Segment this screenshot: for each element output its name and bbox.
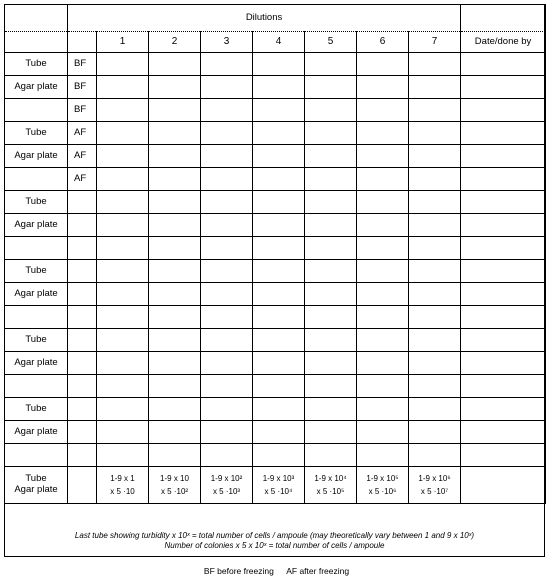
dilution-entry-cell[interactable] [149, 283, 201, 306]
dilution-entry-cell[interactable] [97, 99, 149, 122]
formula-turbidity: 1-9 x 10² [210, 474, 243, 484]
date-done-by-cell[interactable] [461, 53, 546, 76]
formula-colonies: x 5 ·10² [160, 486, 189, 496]
dilution-entry-cell[interactable] [149, 214, 201, 237]
legend-bf: BF before freezing [203, 566, 274, 576]
dilution-entry-cell[interactable] [357, 122, 409, 145]
dilution-entry-cell[interactable] [253, 76, 305, 99]
row-code [68, 283, 97, 306]
formula-colonies: x 5 ·10⁶ [368, 486, 397, 496]
final-row-code [68, 467, 97, 504]
dilution-entry-cell[interactable] [409, 122, 461, 145]
dilution-entry-cell[interactable] [201, 168, 253, 191]
row-label: Tube [5, 191, 68, 214]
legend-af: AF after freezing [286, 566, 350, 576]
dilution-entry-cell[interactable] [97, 283, 149, 306]
final-row [5, 467, 546, 504]
dilution-table [4, 4, 546, 504]
dilution-entry-cell[interactable] [409, 444, 461, 467]
row-code [68, 237, 97, 260]
dilution-entry-cell[interactable] [149, 260, 201, 283]
dilution-entry-cell[interactable] [305, 444, 357, 467]
table-row [5, 306, 546, 329]
dilution-entry-cell[interactable] [149, 329, 201, 352]
dilution-entry-cell[interactable] [97, 145, 149, 168]
dilution-formula-cell [97, 467, 149, 504]
date-done-by-cell[interactable] [461, 214, 546, 237]
dilution-entry-cell[interactable] [97, 375, 149, 398]
dilution-entry-cell[interactable] [149, 122, 201, 145]
table-row [5, 53, 546, 76]
dilution-entry-cell[interactable] [201, 329, 253, 352]
dilution-entry-cell[interactable] [409, 283, 461, 306]
dilution-entry-cell[interactable] [97, 398, 149, 421]
row-label: Tube [5, 122, 68, 145]
dilution-entry-cell[interactable] [97, 191, 149, 214]
date-done-by-header: Date/done by [461, 32, 546, 53]
date-done-by-cell[interactable] [461, 398, 546, 421]
date-done-by-cell[interactable] [461, 168, 546, 191]
dilution-entry-cell[interactable] [409, 53, 461, 76]
row-label: Agar plate [5, 283, 68, 306]
row-code: BF [68, 99, 97, 122]
final-label-tube: Tube [25, 473, 47, 485]
row-code: AF [68, 168, 97, 191]
dilution-entry-cell[interactable] [201, 306, 253, 329]
dilution-entry-cell[interactable] [201, 260, 253, 283]
dilution-entry-cell[interactable] [357, 191, 409, 214]
row-label [5, 237, 68, 260]
dilution-entry-cell[interactable] [357, 76, 409, 99]
table-row [5, 444, 546, 467]
dilution-entry-cell[interactable] [357, 283, 409, 306]
date-done-by-cell[interactable] [461, 375, 546, 398]
row-label [5, 375, 68, 398]
dilution-entry-cell[interactable] [201, 99, 253, 122]
formula-colonies: x 5 ·10 [110, 486, 135, 496]
dilution-entry-cell[interactable] [201, 122, 253, 145]
date-done-by-cell[interactable] [461, 421, 546, 444]
dilution-column-header: 1 [97, 32, 149, 53]
dilution-entry-cell[interactable] [357, 99, 409, 122]
dilution-entry-cell[interactable] [201, 53, 253, 76]
table-row [5, 260, 546, 283]
dilution-entry-cell[interactable] [201, 444, 253, 467]
table-row [5, 122, 546, 145]
row-label: Agar plate [5, 421, 68, 444]
formula-colonies: x 5 ·10⁵ [316, 486, 345, 496]
formula-colonies: x 5 ·10⁷ [420, 486, 449, 496]
dilution-entry-cell[interactable] [357, 375, 409, 398]
date-done-by-cell[interactable] [461, 145, 546, 168]
header-code-cell [68, 32, 97, 53]
row-label: Tube [5, 260, 68, 283]
dilution-entry-cell[interactable] [201, 214, 253, 237]
dilution-entry-cell[interactable] [97, 53, 149, 76]
dilution-entry-cell[interactable] [201, 421, 253, 444]
dilution-entry-cell[interactable] [409, 214, 461, 237]
formula-turbidity: 1-9 x 10⁴ [314, 474, 347, 484]
row-label [5, 444, 68, 467]
dilution-entry-cell[interactable] [149, 191, 201, 214]
calculation-note [4, 521, 545, 557]
row-label [5, 306, 68, 329]
dilution-entry-cell[interactable] [305, 375, 357, 398]
dilution-entry-cell[interactable] [357, 444, 409, 467]
dilution-entry-cell[interactable] [149, 53, 201, 76]
dilution-entry-cell[interactable] [305, 283, 357, 306]
dilution-entry-cell[interactable] [409, 260, 461, 283]
dilution-entry-cell[interactable] [409, 145, 461, 168]
dilution-entry-cell[interactable] [97, 168, 149, 191]
dilution-entry-cell[interactable] [305, 260, 357, 283]
table-row [5, 145, 546, 168]
dilution-formula-cell [149, 467, 201, 504]
dilution-entry-cell[interactable] [97, 122, 149, 145]
table-row [5, 214, 546, 237]
dilution-entry-cell[interactable] [305, 306, 357, 329]
row-code [68, 329, 97, 352]
row-code: BF [68, 53, 97, 76]
dilution-entry-cell[interactable] [149, 237, 201, 260]
final-label-agar: Agar plate [14, 484, 58, 495]
dilution-entry-cell[interactable] [253, 122, 305, 145]
dilution-entry-cell[interactable] [409, 421, 461, 444]
dilution-entry-cell[interactable] [357, 306, 409, 329]
row-label: Agar plate [5, 145, 68, 168]
row-label: Tube [5, 398, 68, 421]
dilution-entry-cell[interactable] [253, 444, 305, 467]
header-date-top-cell [461, 5, 546, 32]
dilution-entry-cell[interactable] [253, 145, 305, 168]
final-date-cell[interactable] [461, 467, 546, 504]
table-row [5, 191, 546, 214]
table-row [5, 375, 546, 398]
dilution-entry-cell[interactable] [149, 168, 201, 191]
table-row [5, 99, 546, 122]
dilution-entry-cell[interactable] [201, 237, 253, 260]
dilution-entry-cell[interactable] [149, 398, 201, 421]
final-row-label [5, 467, 68, 504]
dilution-entry-cell[interactable] [253, 306, 305, 329]
formula-colonies: x 5 ·10⁴ [264, 486, 293, 496]
dilution-entry-cell[interactable] [149, 444, 201, 467]
row-label: Tube [5, 53, 68, 76]
dilution-entry-cell[interactable] [201, 76, 253, 99]
dilution-entry-cell[interactable] [253, 375, 305, 398]
dilution-entry-cell[interactable] [201, 145, 253, 168]
dilution-entry-cell[interactable] [201, 375, 253, 398]
header-row-columns [5, 32, 546, 53]
header-corner-cell [5, 5, 68, 32]
table-row [5, 421, 546, 444]
row-code: AF [68, 122, 97, 145]
dilution-entry-cell[interactable] [357, 260, 409, 283]
note-line-1: Last tube showing turbidity x 10ˣ = total number of cells / ampoule (may theoretically vary between 1 and 9 x 10ˣ) [74, 531, 475, 540]
dilution-entry-cell[interactable] [253, 283, 305, 306]
dilution-column-header: 2 [149, 32, 201, 53]
dilution-entry-cell[interactable] [409, 352, 461, 375]
row-code [68, 352, 97, 375]
dilution-column-header: 3 [201, 32, 253, 53]
dilution-entry-cell[interactable] [305, 76, 357, 99]
dilution-entry-cell[interactable] [97, 329, 149, 352]
dilution-entry-cell[interactable] [253, 352, 305, 375]
dilution-entry-cell[interactable] [149, 145, 201, 168]
dilution-entry-cell[interactable] [97, 237, 149, 260]
dilution-entry-cell[interactable] [97, 306, 149, 329]
dilution-entry-cell[interactable] [409, 168, 461, 191]
dilution-entry-cell[interactable] [253, 168, 305, 191]
dilution-entry-cell[interactable] [305, 99, 357, 122]
dilution-entry-cell[interactable] [305, 191, 357, 214]
dilution-entry-cell[interactable] [409, 76, 461, 99]
dilution-entry-cell[interactable] [305, 168, 357, 191]
formula-turbidity: 1-9 x 10⁶ [418, 474, 451, 484]
dilution-entry-cell[interactable] [253, 237, 305, 260]
row-code [68, 191, 97, 214]
date-done-by-cell[interactable] [461, 237, 546, 260]
date-done-by-cell[interactable] [461, 122, 546, 145]
dilution-entry-cell[interactable] [201, 352, 253, 375]
dilution-entry-cell[interactable] [97, 421, 149, 444]
dilution-formula-cell [357, 467, 409, 504]
dilution-entry-cell[interactable] [357, 214, 409, 237]
row-code [68, 260, 97, 283]
date-done-by-cell[interactable] [461, 260, 546, 283]
date-done-by-cell[interactable] [461, 444, 546, 467]
dilution-entry-cell[interactable] [409, 329, 461, 352]
dilution-formula-cell [305, 467, 357, 504]
table-row [5, 283, 546, 306]
dilution-entry-cell[interactable] [253, 329, 305, 352]
dilution-entry-cell[interactable] [357, 329, 409, 352]
dilution-entry-cell[interactable] [305, 53, 357, 76]
dilution-entry-cell[interactable] [409, 306, 461, 329]
formula-turbidity: 1-9 x 10³ [262, 474, 295, 484]
dilution-entry-cell[interactable] [357, 237, 409, 260]
table-row [5, 168, 546, 191]
dilution-entry-cell[interactable] [357, 352, 409, 375]
table-row [5, 76, 546, 99]
row-code [68, 421, 97, 444]
date-done-by-cell[interactable] [461, 191, 546, 214]
dilution-entry-cell[interactable] [305, 237, 357, 260]
date-done-by-cell[interactable] [461, 329, 546, 352]
header-label-cell [5, 32, 68, 53]
table-row [5, 329, 546, 352]
row-label: Tube [5, 329, 68, 352]
table-row [5, 398, 546, 421]
dilution-entry-cell[interactable] [149, 352, 201, 375]
dilution-entry-cell[interactable] [305, 352, 357, 375]
dilution-entry-cell[interactable] [409, 191, 461, 214]
note-line-2: Number of colonies x 5 x 10ˣ = total number of cells / ampoule [164, 541, 385, 550]
row-label [5, 99, 68, 122]
dilution-column-header: 7 [409, 32, 461, 53]
dilution-entry-cell[interactable] [201, 283, 253, 306]
dilution-entry-cell[interactable] [253, 214, 305, 237]
date-done-by-cell[interactable] [461, 283, 546, 306]
row-code [68, 214, 97, 237]
formula-turbidity: 1-9 x 10⁵ [366, 474, 399, 484]
dilution-entry-cell[interactable] [253, 421, 305, 444]
table-row [5, 237, 546, 260]
table-row [5, 352, 546, 375]
dilution-entry-cell[interactable] [201, 398, 253, 421]
row-code: BF [68, 76, 97, 99]
dilution-entry-cell[interactable] [149, 421, 201, 444]
row-label: Agar plate [5, 76, 68, 99]
dilution-entry-cell[interactable] [149, 306, 201, 329]
dilution-entry-cell[interactable] [357, 145, 409, 168]
date-done-by-cell[interactable] [461, 352, 546, 375]
row-label [5, 168, 68, 191]
dilution-entry-cell[interactable] [97, 260, 149, 283]
dilution-entry-cell[interactable] [253, 260, 305, 283]
row-code: AF [68, 145, 97, 168]
dilution-entry-cell[interactable] [305, 398, 357, 421]
dilutions-heading: Dilutions [68, 5, 461, 32]
dilution-entry-cell[interactable] [253, 53, 305, 76]
date-done-by-cell[interactable] [461, 306, 546, 329]
dilution-entry-cell[interactable] [97, 352, 149, 375]
legend-footer [0, 566, 553, 576]
dilution-column-header: 6 [357, 32, 409, 53]
dilution-entry-cell[interactable] [305, 214, 357, 237]
dilution-entry-cell[interactable] [409, 99, 461, 122]
formula-turbidity: 1-9 x 10 [160, 474, 189, 484]
dilution-formula-cell [201, 467, 253, 504]
dilution-entry-cell[interactable] [357, 398, 409, 421]
header-row-dilutions [5, 5, 546, 32]
dilution-entry-cell[interactable] [201, 191, 253, 214]
dilution-entry-cell[interactable] [149, 76, 201, 99]
dilution-column-header: 4 [253, 32, 305, 53]
row-code [68, 444, 97, 467]
formula-colonies: x 5 ·10³ [212, 486, 241, 496]
date-done-by-cell[interactable] [461, 76, 546, 99]
formula-turbidity: 1-9 x 1 [110, 474, 135, 484]
dilution-entry-cell[interactable] [409, 375, 461, 398]
dilution-entry-cell[interactable] [357, 53, 409, 76]
row-code [68, 398, 97, 421]
dilution-entry-cell[interactable] [305, 329, 357, 352]
dilution-entry-cell[interactable] [357, 421, 409, 444]
dilution-entry-cell[interactable] [305, 122, 357, 145]
dilution-entry-cell[interactable] [149, 375, 201, 398]
dilution-entry-cell[interactable] [97, 76, 149, 99]
dilution-formula-cell [409, 467, 461, 504]
row-label: Agar plate [5, 352, 68, 375]
dilution-entry-cell[interactable] [357, 168, 409, 191]
date-done-by-cell[interactable] [461, 99, 546, 122]
dilution-entry-cell[interactable] [305, 145, 357, 168]
dilution-formula-cell [253, 467, 305, 504]
dilution-column-header: 5 [305, 32, 357, 53]
dilution-entry-cell[interactable] [97, 214, 149, 237]
dilution-entry-cell[interactable] [149, 99, 201, 122]
row-code [68, 375, 97, 398]
dilution-entry-cell[interactable] [305, 421, 357, 444]
row-label: Agar plate [5, 214, 68, 237]
dilution-entry-cell[interactable] [409, 237, 461, 260]
dilution-entry-cell[interactable] [253, 99, 305, 122]
dilution-entry-cell[interactable] [97, 444, 149, 467]
dilution-entry-cell[interactable] [409, 398, 461, 421]
row-code [68, 306, 97, 329]
dilution-entry-cell[interactable] [253, 191, 305, 214]
dilution-entry-cell[interactable] [253, 398, 305, 421]
